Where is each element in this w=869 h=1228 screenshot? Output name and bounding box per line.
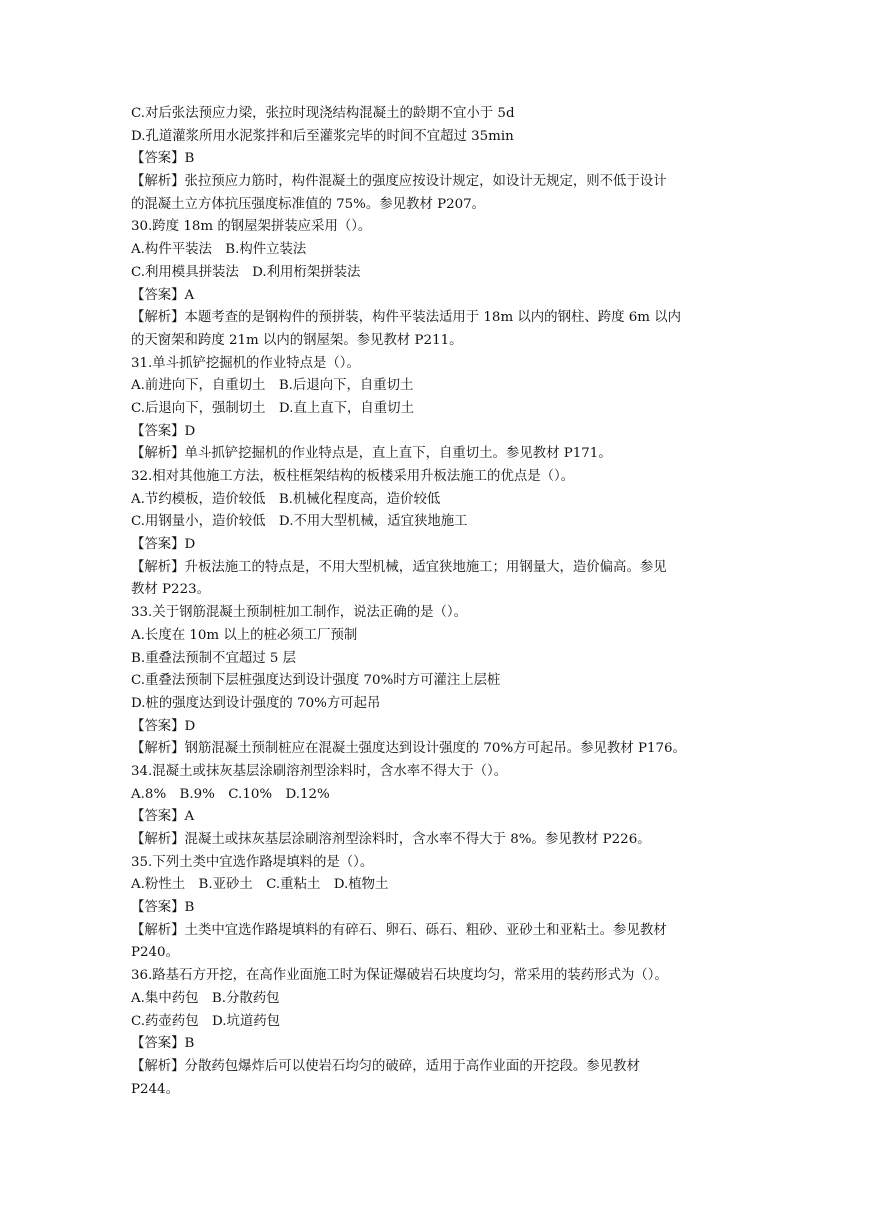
options-line: A.粉性土 B.亚砂土 C.重粘土 D.植物土 — [131, 877, 389, 893]
answer-line: 【答案】D — [131, 537, 196, 553]
options-line: C.利用模具拼装法 D.利用桁架拼装法 — [131, 264, 361, 280]
question-30: 30.跨度 18m 的钢屋架拼装应采用（）。 — [131, 219, 372, 235]
explanation-line: 教材 P223。 — [131, 582, 210, 598]
explanation-line: 【解析】土类中宜选作路堤填料的有碎石、卵石、砾石、粗砂、亚砂土和亚粘土。参见教材 — [131, 922, 667, 938]
explanation-line: 【解析】张拉预应力筋时，构件混凝土的强度应按设计规定，如设计无规定，则不低于设计 — [131, 174, 667, 190]
options-line: A.8% B.9% C.10% D.12% — [131, 786, 330, 802]
question-32: 32.相对其他施工方法，板柱框架结构的板楼采用升板法施工的优点是（）。 — [131, 469, 575, 484]
answer-line: 【答案】A — [131, 287, 195, 303]
options-line: A.长度在 10m 以上的桩必须工厂预制 — [131, 627, 358, 643]
answer-line: 【答案】D — [131, 423, 196, 439]
options-line: C.后退向下，强制切土 D.直上直下，自重切土 — [131, 400, 414, 416]
options-line: A.集中药包 B.分散药包 — [131, 990, 280, 1006]
options-line: C.药壶药包 D.坑道药包 — [131, 1013, 281, 1029]
options-line: A.构件平装法 B.构件立装法 — [131, 242, 307, 258]
options-line: C.重叠法预制下层桩强度达到设计强度 70%时方可灌注上层桩 — [131, 673, 501, 689]
answer-line: 【答案】D — [131, 718, 196, 734]
options-line: A.前进向下，自重切土 B.后退向下，自重切土 — [131, 378, 414, 394]
question-35: 35.下列土类中宜选作路堤填料的是（）。 — [131, 854, 374, 870]
explanation-line: 【解析】升板法施工的特点是，不用大型机械，适宜狭地施工；用钢量大，造价偏高。参见 — [131, 559, 667, 575]
question-34: 34.混凝土或抹灰基层涂刷溶剂型涂料时，含水率不得大于（）。 — [131, 763, 508, 779]
explanation-line: 【解析】本题考查的是钢构件的预拼装，构件平装法适用于 18m 以内的钢柱、跨度 6m 以内 — [131, 310, 682, 326]
document-page — [131, 103, 743, 1101]
options-line: B.重叠法预制不宜超过 5 层 — [131, 650, 297, 666]
explanation-line: 【解析】单斗抓铲挖掘机的作业特点是，直上直下，自重切土。参见教材 P171。 — [131, 446, 612, 462]
explanation-line: 【解析】混凝土或抹灰基层涂刷溶剂型涂料时，含水率不得大于 8%。参见教材 P226。 — [131, 832, 651, 847]
options-line: A.节约模板，造价较低 B.机械化程度高，造价较低 — [131, 491, 441, 507]
explanation-line: 【解析】分散药包爆炸后可以使岩石均匀的破碎，适用于高作业面的开挖段。参见教材 — [131, 1058, 640, 1074]
option-d-text: D.孔道灌浆所用水泥浆拌和后至灌浆完毕的时间不宜超过 35min — [131, 128, 514, 144]
question-36: 36.路基石方开挖，在高作业面施工时为保证爆破岩石块度均匀，常采用的装药形式为（）。 — [131, 968, 668, 984]
answer-line: 【答案】B — [131, 151, 195, 167]
question-31: 31.单斗抓铲挖掘机的作业特点是（）。 — [131, 355, 360, 371]
option-c-text: C.对后张法预应力梁，张拉时现浇结构混凝土的龄期不宜小于 5d — [131, 106, 515, 121]
explanation-line: P244。 — [131, 1081, 179, 1097]
explanation-line: 的混凝土立方体抗压强度标准值的 75%。参见教材 P207。 — [131, 196, 486, 212]
question-33: 33.关于钢筋混凝土预制桩加工制作，说法正确的是（）。 — [131, 605, 467, 621]
answer-line: 【答案】B — [131, 1036, 195, 1052]
explanation-line: 【解析】钢筋混凝土预制桩应在混凝土强度达到设计强度的 70%方可起吊。参见教材 P176。 — [131, 741, 686, 757]
explanation-line: P240。 — [131, 945, 179, 961]
answer-line: 【答案】A — [131, 809, 195, 825]
options-line: D.桩的强度达到设计强度的 70%方可起吊 — [131, 695, 381, 711]
options-line: C.用钢量小，造价较低 D.不用大型机械，适宜狭地施工 — [131, 514, 468, 530]
answer-line: 【答案】B — [131, 900, 195, 916]
explanation-line: 的天窗架和跨度 21m 以内的钢屋架。参见教材 P211。 — [131, 332, 463, 348]
